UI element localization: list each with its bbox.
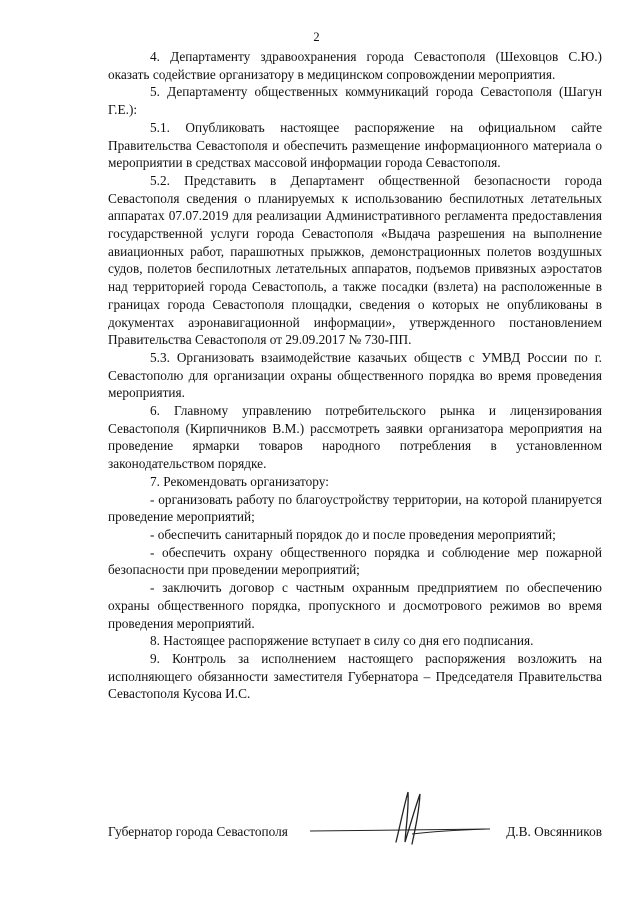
paragraph-7-item-2: - обеспечить санитарный порядок до и после проведения мероприятий; [150, 526, 556, 542]
paragraph-7-item-4: - заключить договор с частным охранным предприятием по обеспечению охраны общественного порядка, пропускного и досмотрового режимов во время проведения мероприятий. [108, 580, 602, 631]
paragraph-5: 5. Департаменту общественных коммуникаций города Севастополя (Шагун Г.Е.): [108, 84, 602, 118]
paragraph-7-item-3: - обеспечить охрану общественного порядка и соблюдение мер пожарной безопасности при проведении мероприятий; [108, 544, 602, 578]
signature-block [108, 818, 602, 858]
paragraph-6: 6. Главному управлению потребительского рынка и лицензирования Севастополя (Кирпичников В.М.) рассмотреть заявки организатора мероприятия на проведение ярмарки товаров народного потребления в установленном законодательством порядке. [108, 403, 602, 472]
paragraph-5-3: 5.3. Организовать взаимодействие казачьих обществ с УМВД России по г. Севастополю для организации охраны общественного порядка во время проведения мероприятия. [108, 349, 602, 401]
paragraph-9: 9. Контроль за исполнением настоящего распоряжения возложить на исполняющего обязанности заместителя Губернатора – Председателя Правительства Севастополя Кусова И.С. [108, 650, 602, 702]
document-body [108, 48, 602, 703]
paragraph-5-2: 5.2. Представить в Департамент общественной безопасности города Севастополя сведения о планируемых к использованию беспилотных летательных аппаратах 07.07.2019 для реализации Административного регламента предоставления государственной услуги города Севастополя «Выдача разрешения на выполнение авиационных работ, парашютных прыжков, демонстрационных полетов воздушных судов, полетов беспилотных летательных аппаратов, подъемов привязных аэростатов над территорией города Севастополь, а также посадки (взлета) на расположенные в границах города Севастополя площадки, сведения о которых не опубликованы в документах аэронавигационной информации», утвержденного постановлением Правительства Севастополя от 29.09.2017 № 730-ПП. [108, 172, 602, 348]
paragraph-5-1: 5.1. Опубликовать настоящее распоряжение на официальном сайте Правительства Севастополя и обеспечить размещение информационного материала о мероприятии в средствах массовой информации города Севастополя. [108, 119, 602, 171]
paragraph-7-item-1: - организовать работу по благоустройству территории, на которой планируется проведение мероприятий; [108, 491, 602, 525]
paragraph-8: 8. Настоящее распоряжение вступает в силу со дня его подписания. [150, 633, 534, 649]
paragraph-7: 7. Рекомендовать организатору: [150, 473, 329, 489]
signatory-name: Д.В. Овсянников [506, 824, 602, 839]
signatory-title: Губернатор города Севастополя [108, 824, 288, 839]
handwritten-signature [308, 788, 508, 848]
paragraph-4: 4. Департаменту здравоохранения города Севастополя (Шеховцов С.Ю.) оказать содействие организатору в медицинском сопровождении мероприятия. [108, 49, 602, 82]
page-number: 2 [313, 30, 320, 44]
